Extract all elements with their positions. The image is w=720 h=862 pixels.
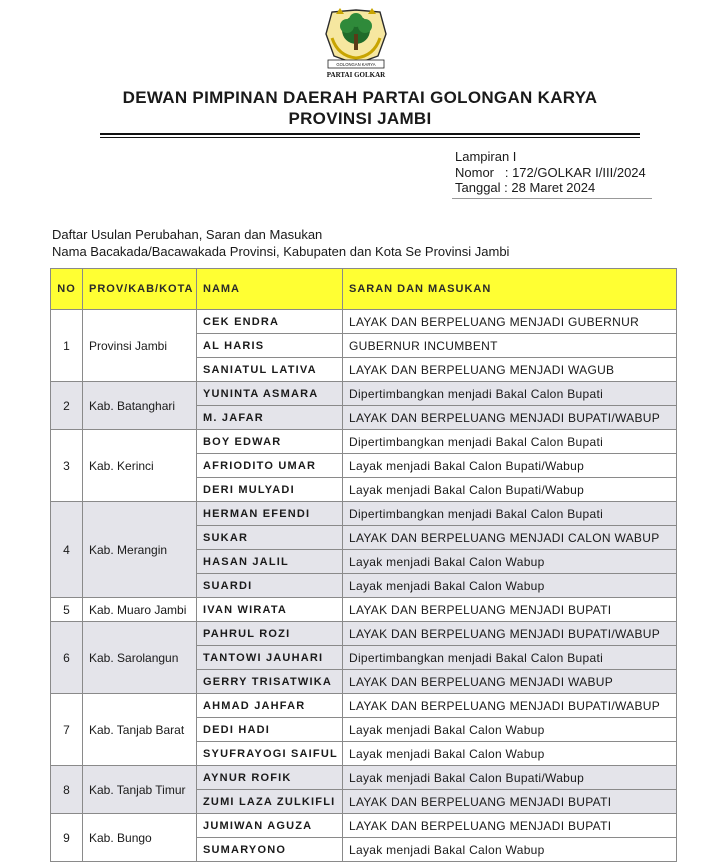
candidate-name: PAHRUL ROZI xyxy=(197,622,343,646)
candidate-recommendation: LAYAK DAN BERPELUANG MENJADI WABUP xyxy=(343,670,677,694)
row-number: 6 xyxy=(51,622,83,694)
region-cell: Kab. Tanjab Barat xyxy=(83,694,197,766)
banyan-tree-icon xyxy=(326,8,386,64)
candidate-recommendation: LAYAK DAN BERPELUANG MENJADI GUBERNUR xyxy=(343,310,677,334)
candidate-name: ZUMI LAZA ZULKIFLI xyxy=(197,790,343,814)
candidate-name: SYUFRAYOGI SAIFUL xyxy=(197,742,343,766)
candidate-recommendation: LAYAK DAN BERPELUANG MENJADI CALON WABUP xyxy=(343,526,677,550)
table-row xyxy=(51,382,677,406)
candidate-name: SUARDI xyxy=(197,574,343,598)
row-number: 9 xyxy=(51,814,83,862)
candidate-recommendation: Layak menjadi Bakal Calon Wabup xyxy=(343,718,677,742)
table-row xyxy=(51,598,677,622)
logo-text-top: GOLONGAN KARYA xyxy=(336,62,376,67)
header-rule-thin xyxy=(100,137,640,138)
row-number: 7 xyxy=(51,694,83,766)
candidate-name: M. JAFAR xyxy=(197,406,343,430)
region-cell: Kab. Bungo xyxy=(83,814,197,862)
candidate-name: IVAN WIRATA xyxy=(197,598,343,622)
table-body xyxy=(51,310,677,862)
candidate-name: DERI MULYADI xyxy=(197,478,343,502)
candidate-name: BOY EDWAR xyxy=(197,430,343,454)
candidate-name: AHMAD JAHFAR xyxy=(197,694,343,718)
header-saran: SARAN DAN MASUKAN xyxy=(343,269,677,310)
region-cell: Kab. Muaro Jambi xyxy=(83,598,197,622)
candidate-name: TANTOWI JAUHARI xyxy=(197,646,343,670)
candidate-name: AYNUR ROFIK xyxy=(197,766,343,790)
candidate-recommendation: Layak menjadi Bakal Calon Bupati/Wabup xyxy=(343,454,677,478)
candidate-recommendation: Layak menjadi Bakal Calon Wabup xyxy=(343,838,677,862)
header-nama: NAMA xyxy=(197,269,343,310)
lampiran-block xyxy=(455,149,646,196)
lampiran-tanggal: Tanggal : 28 Maret 2024 xyxy=(455,180,596,195)
intro-line-2: Nama Bacakada/Bacawakada Provinsi, Kabupaten dan Kota Se Provinsi Jambi xyxy=(52,244,510,259)
header-rule-thick xyxy=(100,133,640,135)
region-cell: Kab. Sarolangun xyxy=(83,622,197,694)
candidate-recommendation: LAYAK DAN BERPELUANG MENJADI BUPATI/WABUP xyxy=(343,622,677,646)
row-number: 3 xyxy=(51,430,83,502)
candidate-recommendation: Dipertimbangkan menjadi Bakal Calon Bupati xyxy=(343,502,677,526)
table-row xyxy=(51,622,677,646)
row-number: 2 xyxy=(51,382,83,430)
candidate-name: DEDI HADI xyxy=(197,718,343,742)
candidate-name: GERRY TRISATWIKA xyxy=(197,670,343,694)
golkar-logo xyxy=(318,4,394,80)
candidate-name: JUMIWAN AGUZA xyxy=(197,814,343,838)
candidate-recommendation: Dipertimbangkan menjadi Bakal Calon Bupati xyxy=(343,646,677,670)
header-no: NO xyxy=(51,269,83,310)
candidate-recommendation: LAYAK DAN BERPELUANG MENJADI BUPATI xyxy=(343,814,677,838)
document-title: DEWAN PIMPINAN DAERAH PARTAI GOLONGAN KARYA xyxy=(122,88,598,107)
candidate-recommendation: LAYAK DAN BERPELUANG MENJADI BUPATI/WABUP xyxy=(343,694,677,718)
candidate-recommendation: Layak menjadi Bakal Calon Wabup xyxy=(343,550,677,574)
intro-line-1: Daftar Usulan Perubahan, Saran dan Masukan xyxy=(52,227,323,242)
table-row xyxy=(51,310,677,334)
candidate-name: SANIATUL LATIVA xyxy=(197,358,343,382)
region-cell: Kab. Tanjab Timur xyxy=(83,766,197,814)
candidate-recommendation: LAYAK DAN BERPELUANG MENJADI BUPATI/WABUP xyxy=(343,406,677,430)
region-cell: Kab. Merangin xyxy=(83,502,197,598)
region-cell: Provinsi Jambi xyxy=(83,310,197,382)
row-number: 1 xyxy=(51,310,83,382)
header-region: PROV/KAB/KOTA xyxy=(83,269,197,310)
candidate-name: AL HARIS xyxy=(197,334,343,358)
row-number: 4 xyxy=(51,502,83,598)
logo-text-bottom: PARTAI GOLKAR xyxy=(326,71,386,79)
candidate-recommendation: Dipertimbangkan menjadi Bakal Calon Bupati xyxy=(343,382,677,406)
lampiran-label: Lampiran I xyxy=(455,149,517,164)
table-row xyxy=(51,694,677,718)
candidate-recommendation: Dipertimbangkan menjadi Bakal Calon Bupati xyxy=(343,430,677,454)
table-row xyxy=(51,502,677,526)
candidate-recommendation: Layak menjadi Bakal Calon Wabup xyxy=(343,742,677,766)
candidate-name: HERMAN EFENDI xyxy=(197,502,343,526)
row-number: 8 xyxy=(51,766,83,814)
candidate-name: SUKAR xyxy=(197,526,343,550)
lampiran-nomor: Nomor : 172/GOLKAR I/III/2024 xyxy=(455,164,646,180)
candidate-recommendation: LAYAK DAN BERPELUANG MENJADI BUPATI xyxy=(343,598,677,622)
candidate-name: AFRIODITO UMAR xyxy=(197,454,343,478)
table-row xyxy=(51,766,677,790)
region-cell: Kab. Kerinci xyxy=(83,430,197,502)
table-row xyxy=(51,814,677,838)
document-subtitle: PROVINSI JAMBI xyxy=(288,109,432,128)
candidate-name: CEK ENDRA xyxy=(197,310,343,334)
candidate-name: SUMARYONO xyxy=(197,838,343,862)
candidate-table xyxy=(50,268,677,862)
table-header-row xyxy=(51,269,677,310)
row-number: 5 xyxy=(51,598,83,622)
candidate-recommendation: GUBERNUR INCUMBENT xyxy=(343,334,677,358)
lampiran-rule xyxy=(452,198,652,199)
region-cell: Kab. Batanghari xyxy=(83,382,197,430)
candidate-recommendation: Layak menjadi Bakal Calon Bupati/Wabup xyxy=(343,478,677,502)
candidate-name: YUNINTA ASMARA xyxy=(197,382,343,406)
candidate-recommendation: Layak menjadi Bakal Calon Bupati/Wabup xyxy=(343,766,677,790)
candidate-recommendation: Layak menjadi Bakal Calon Wabup xyxy=(343,574,677,598)
candidate-recommendation: LAYAK DAN BERPELUANG MENJADI WAGUB xyxy=(343,358,677,382)
candidate-name: HASAN JALIL xyxy=(197,550,343,574)
candidate-recommendation: LAYAK DAN BERPELUANG MENJADI BUPATI xyxy=(343,790,677,814)
table-row xyxy=(51,430,677,454)
